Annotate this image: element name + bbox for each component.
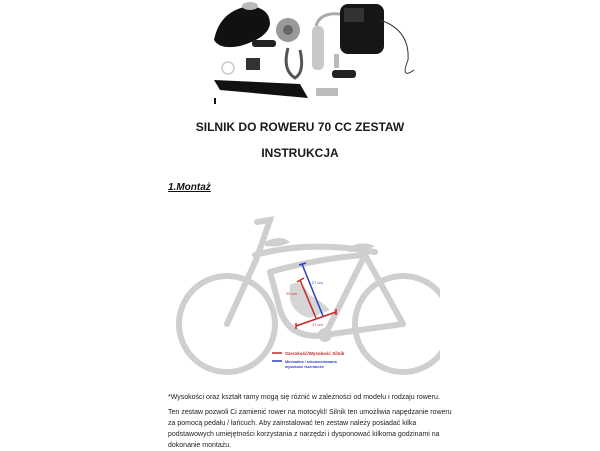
legend-red-label: Szerokość/Wysokość Silnik xyxy=(285,351,345,356)
section-heading: 1.Montaż xyxy=(168,182,211,193)
legend-blue-label-1: Minimalna / rekomendowana xyxy=(285,360,337,364)
intro-paragraph: Ten zestaw pozwoli Ci zamienić rower na motocykl! Silnik ten umożliwia napędzanie roweru za pomocą pedału / łańcuch. Aby zainstalować ten zestaw należy posiadać kilka podstawowych umiejętności korzystania z narzędzi i dysponować kilkoma godzinami na dokonanie montażu. xyxy=(168,409,452,449)
measure-17: 17 cm xyxy=(312,322,323,327)
document-title: SILNIK DO ROWERU 70 CC ZESTAW xyxy=(195,120,405,134)
legend-blue-label-2: wysokość /szerokość xyxy=(285,365,324,369)
engine-kit-photo xyxy=(200,0,440,110)
bike-diagram xyxy=(160,200,440,380)
footnote-text: *Wysokości oraz kształt ramy mogą się różnić w zależności od modelu i rodzaju roweru. xyxy=(168,394,440,401)
document-subtitle: INSTRUKCJA xyxy=(261,146,339,160)
measure-25: 25 cm xyxy=(286,291,297,296)
measure-27: 27 cm xyxy=(312,280,323,285)
